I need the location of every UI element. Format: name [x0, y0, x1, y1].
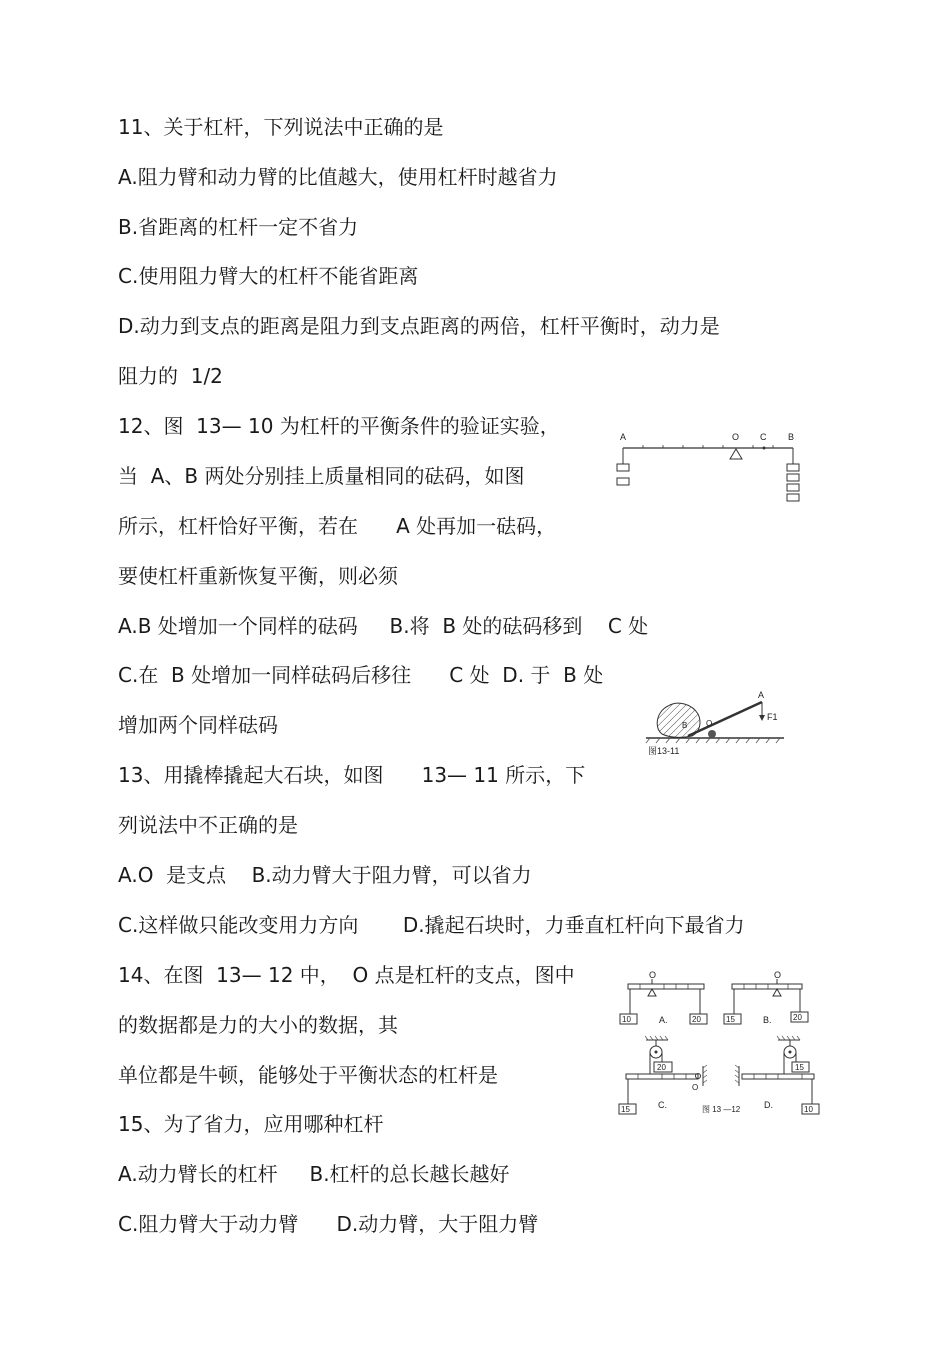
weight-left: 15	[621, 1105, 630, 1114]
weight-right: 20	[793, 1013, 802, 1022]
figure-13-12	[612, 968, 828, 1120]
label-o: O	[706, 719, 713, 728]
q11-option-d-cont: 阻力的 1/2	[118, 364, 223, 388]
weight-top: 15	[795, 1063, 804, 1072]
q11-option-d: D.动力到支点的距离是阻力到支点距离的两倍，杠杆平衡时，动力是	[118, 314, 720, 338]
q12-options-cd: C.在 B 处增加一同样砝码后移往 C 处 D. 于 B 处	[118, 663, 604, 687]
caption: 图13-11	[648, 746, 680, 756]
lever-b	[724, 970, 808, 1025]
lever-c	[619, 1036, 707, 1114]
weights-a	[617, 464, 629, 485]
figure-13-10	[608, 428, 808, 518]
label-o: O	[732, 432, 740, 442]
q13-stem-1: 13、用撬棒撬起大石块，如图 13— 11 所示，下	[118, 763, 586, 787]
label-option: C.	[658, 1100, 667, 1110]
label-f1: F1	[767, 712, 778, 722]
q12-stem-2: 当 A、B 两处分别挂上质量相同的砝码，如图	[118, 464, 525, 488]
label-a: A	[620, 432, 627, 442]
label-option: B.	[763, 1015, 772, 1025]
label-b: B	[788, 432, 795, 442]
label-option: A.	[659, 1015, 668, 1025]
q14-stem-2: 的数据都是力的大小的数据，其	[118, 1013, 398, 1037]
q12-stem-4: 要使杠杆重新恢复平衡，则必须	[118, 564, 398, 588]
q15-options-ab: A.动力臂长的杠杆 B.杠杆的总长越长越好	[118, 1162, 510, 1186]
weight-right: 20	[692, 1015, 701, 1024]
weight-left: 10	[622, 1015, 631, 1024]
q11-option-a: A.阻力臂和动力臂的比值越大，使用杠杆时越省力	[118, 165, 558, 189]
label-c: C	[760, 432, 767, 442]
pivot-stone	[708, 730, 716, 738]
label-option: D.	[764, 1100, 773, 1110]
label-o: O	[692, 1083, 699, 1092]
lever-a	[620, 970, 707, 1025]
lever-d	[735, 1036, 819, 1114]
label-a: A	[758, 690, 765, 700]
q12-options-ab: A.B 处增加一个同样的砝码 B.将 B 处的砝码移到 C 处	[118, 614, 649, 638]
q11-stem: 11、关于杠杆，下列说法中正确的是	[118, 115, 444, 139]
q13-stem-2: 列说法中不正确的是	[118, 813, 298, 837]
q15-options-cd: C.阻力臂大于动力臂 D.动力臂，大于阻力臂	[118, 1212, 539, 1236]
q11-option-c: C.使用阻力臂大的杠杆不能省距离	[118, 264, 419, 288]
q15-stem: 15、为了省力，应用哪种杠杆	[118, 1112, 384, 1136]
q11-option-b: B.省距离的杠杆一定不省力	[118, 215, 359, 239]
weight-left: 15	[726, 1015, 735, 1024]
q14-stem-3: 单位都是牛顿，能够处于平衡状态的杠杆是	[118, 1063, 498, 1087]
q14-stem-1: 14、在图 13— 12 中， O 点是杠杆的支点，图中	[118, 963, 575, 987]
point-c	[763, 447, 766, 450]
label-o: O	[774, 970, 782, 980]
caption: 图 13 —12	[702, 1105, 741, 1114]
label-b: B	[682, 721, 688, 730]
weight-right: 10	[804, 1105, 813, 1114]
weights-b	[787, 464, 799, 501]
weight-top: 20	[657, 1063, 666, 1072]
q12-stem-3: 所示，杠杆恰好平衡，若在 A 处再加一砝码，	[118, 514, 557, 538]
figure-13-11	[644, 690, 794, 760]
q13-options-ab: A.O 是支点 B.动力臂大于阻力臂，可以省力	[118, 863, 532, 887]
label-o: O	[649, 970, 657, 980]
q13-options-cd: C.这样做只能改变用力方向 D.撬起石块时，力垂直杠杆向下最省力	[118, 913, 745, 937]
q12-option-d-cont: 增加两个同样砝码	[118, 713, 278, 737]
fulcrum	[730, 449, 742, 459]
q12-stem-1: 12、图 13— 10 为杠杆的平衡条件的验证实验，	[118, 414, 560, 438]
